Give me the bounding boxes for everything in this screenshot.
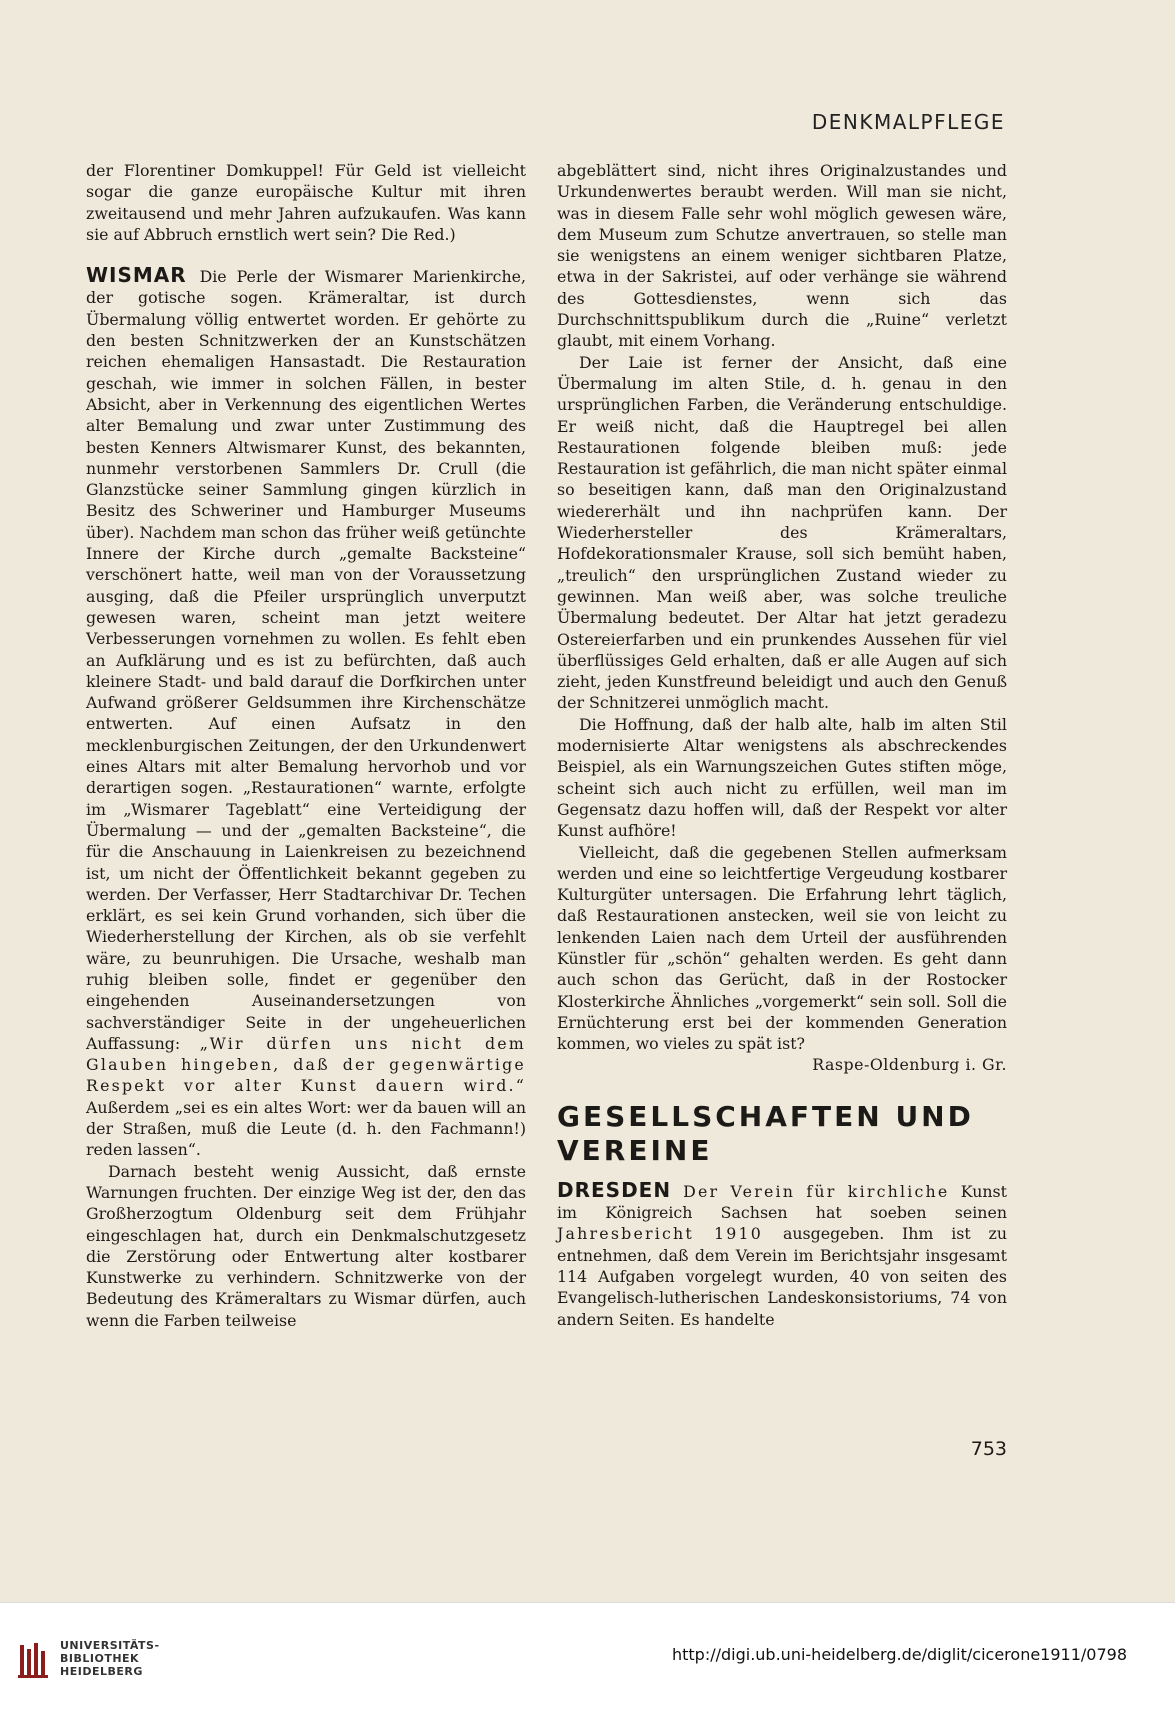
- wismar-article: [86, 265, 526, 1160]
- paragraph: Darnach besteht wenig Aussicht, daß ernste Warnungen fruchten. Der einzige Weg ist der, den das Großherzogtum Oldenburg seit dem Frühjahr eingeschlagen hat, durch ein Denkmalschutzgesetz die Zerstörung oder Entwertung alter kostbarer Kunstwerke zu verhindern. Schnitzwerke von der Bedeutung des Krämeraltars zu Wismar dürfen, auch wenn die Farben teilweise: [86, 1161, 526, 1330]
- footer-bar: [0, 1602, 1175, 1712]
- source-url-link[interactable]: http://digi.ub.uni-heidelberg.de/diglit/cicerone1911/0798: [671, 1645, 1127, 1664]
- city-heading-wismar: WISMAR: [86, 263, 200, 288]
- article-text: ausgegeben. Ihm ist zu entnehmen, daß dem Verein im Berichtsjahr insgesamt 114 Aufgaben vorgelegt wurden, 40 von seiten des Evangelisch-lutherischen Landeskonsistoriums, 74 von andern Seiten. Es handelte: [557, 1224, 1007, 1329]
- paragraph: Der Laie ist ferner der Ansicht, daß eine Übermalung im alten Stile, d. h. genau in den ursprünglichen Farben, die Veränderung entschuldige. Er weiß nicht, daß die Hauptregel bei allen Restaurationen folgende bleiben muß: jede Restauration ist gefährlich, die man nicht später einmal so beseitigen kann, daß man den Originalzustand wiedererhält und ihn nachprüfen kann. Der Wiederhersteller des Krämeraltars, Hofdekorationsmaler Krause, soll sich bemüht haben, „treulich“ den ursprünglichen Zustand wieder zu gewinnen. Man weiß aber, was solche treuliche Übermalung bedeutet. Der Altar hat jetzt geradezu Ostereierfarben und ein prunkendes Aussehen für viel überflüssiges Geld erhalten, daß er alle Augen auf sich zieht, jeden Kunstfreund beleidigt und auch den Genuß der Schnitzerei unmöglich macht.: [557, 352, 1007, 713]
- paragraph: Die Hoffnung, daß der halb alte, halb im alten Stil modernisierte Altar wenigstens als abschreckendes Beispiel, als ein Warnungszeichen Gutes stiften möge, scheint sich auch nicht zu erfüllen, weil man im Gegensatz dazu hoffen will, daß der Respekt vor alter Kunst aufhöre!: [557, 714, 1007, 841]
- library-name-line: HEIDELBERG: [60, 1665, 143, 1678]
- quoted-text: „Wir dürfen uns nicht dem Glauben hingeben, daß der gegenwärtige Respekt vor alter Kunst dauern wird.“: [86, 1033, 526, 1096]
- paragraph: abgeblättert sind, nicht ihres Originalzustandes und Urkundenwertes beraubt werden. Will man sie nicht, was in diesem Falle sehr wohl möglich gewesen wäre, dem Museum zum Schutze anvertrauen, so stelle man sie wenigstens an einem weniger sichtbaren Platze, etwa in der Sakristei, auf oder verhänge sie während des Gottesdienstes, wenn sich das Durchschnittspublikum durch die „Ruine“ verletzt glaubt, mit einem Vorhang.: [557, 161, 1007, 351]
- section-title: GESELLSCHAFTEN UND VEREINE: [557, 1099, 974, 1167]
- article-text: Die Perle der Wismarer Marienkirche, der gotische sogen. Krämeraltar, ist durch Übermalung völlig entwertet worden. Er gehörte zu den besten Schnitzwerken der an Kunstschätzen reichen ehemaligen Hansastadt. Die Restauration geschah, wie immer in solchen Fällen, in bester Absicht, aber in Verkennung des eigentlichen Wertes alter Bemalung und zwar unter Zustimmung des besten Kenners Altwismarer Kunst, des bekannten, nunmehr verstorbenen Sammlers Dr. Crull (die Glanzstücke seiner Sammlung gingen kürzlich in Besitz des Schweriner und Hamburger Museums über). Nachdem man schon das früher weiß getünchte Innere der Kirche durch „gemalte Backsteine“ verschönert hatte, weil man von der Voraussetzung ausging, daß die Pfeiler ursprünglich unverputzt gewesen waren, scheint man jetzt weitere Verbesserungen vornehmen zu wollen. Es fehlt eben an Aufklärung und es ist zu befürchten, daß auch kleinere Stadt- und bald darauf die Dorfkirchen unter Aufwand größerer Geldsummen ihre Kirchenschätze entwerten. Auf einen Aufsatz in den mecklenburgischen Zeitungen, der den Urkundenwert eines Altars mit alter Bemalung hervorhob und vor derartigen sogen. „Restaurationen“ warnte, erfolgte im „Wismarer Tageblatt“ eine Verteidigung der Übermalung — und der „gemalten Backsteine“, die für die Anschauung in Laienkreisen zu bezeichnend ist, um nicht der Öffentlichkeit bekannt gegeben zu werden. Der Verfasser, Herr Stadtarchivar Dr. Techen erklärt, es sei kein Grund vorhanden, sich über die Wiederherstellung der Kirchen, als ob sie verfehlt wäre, zu beunruhigen. Die Ursache, weshalb man ruhig bleiben solle, findet er gegenüber den eingehenden Auseinandersetzungen von sachverständiger Seite in der ungeheuerlichen Auffassung:: [86, 267, 526, 1053]
- article-text: Außerdem „sei es ein altes Wort: wer da bauen will an der Straßen, muß die Leute (d. h. den Fachmann!) reden lassen“.: [86, 1097, 526, 1160]
- paragraph: Vielleicht, daß die gegebenen Stellen aufmerksam werden und eine so leichtfertige Vergeudung kostbarer Kulturgüter untersagen. Die Erfahrung lehrt täglich, daß Restaurationen anstecken, weil sie von leicht zu lenkenden Laien nach dem Urteil der ausführenden Künstler für „schön“ gehalten werden. Es geht dann auch schon das Gerücht, daß in der Rostocker Klosterkirche Ähnliches „vorgemerkt“ sein soll. Soll die Ernüchterung erst bei der kommenden Generation kommen, wo vieles zu spät ist?: [557, 842, 1007, 1054]
- left-column: [86, 160, 526, 1331]
- running-head: DENKMALPFLEGE: [811, 110, 1005, 134]
- library-logo-icon: [18, 1639, 52, 1679]
- author-signature: Raspe-Oldenburg i. Gr.: [812, 1055, 1007, 1075]
- dresden-article: [557, 1177, 1007, 1330]
- article-text: Kunst im Königreich Sachsen hat soeben seinen: [557, 1181, 1007, 1223]
- city-heading-dresden: DRESDEN: [557, 1177, 684, 1202]
- page-number: 753: [970, 1438, 1007, 1460]
- right-column: [557, 160, 1007, 1330]
- library-name: [60, 1639, 160, 1678]
- spaced-text: Der Verein für kirchliche: [683, 1181, 961, 1201]
- library-name-line: BIBLIOTHEK: [60, 1652, 140, 1665]
- library-name-line: UNIVERSITÄTS-: [60, 1639, 160, 1652]
- spaced-text: Jahresbericht 1910: [557, 1224, 783, 1244]
- paragraph: der Florentiner Domkuppel! Für Geld ist vielleicht sogar die ganze europäische Kultur mit ihren zweitausend und mehr Jahren aufzukaufen. Was kann sie auf Abbruch ernstlich wert sein? Die Red.): [86, 161, 526, 244]
